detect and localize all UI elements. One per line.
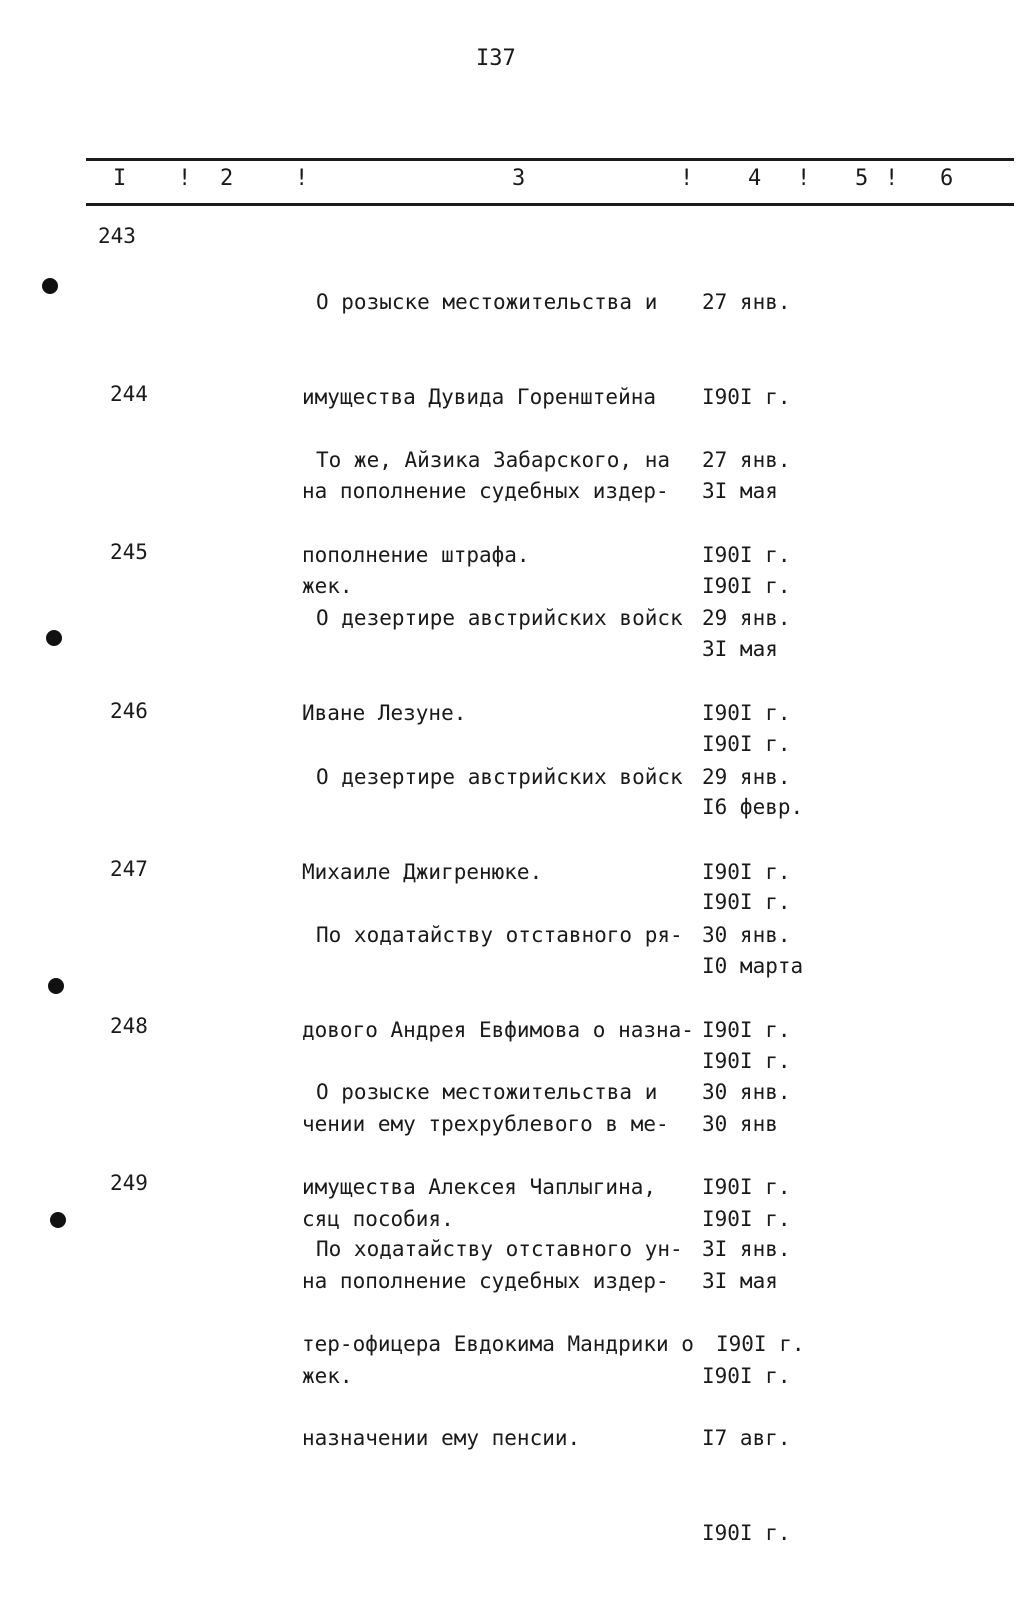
row-number: 248: [110, 1014, 148, 1038]
date-line: I90I г.: [702, 384, 791, 409]
header-col-4: 4: [748, 166, 762, 191]
header-separator: !: [797, 166, 811, 191]
date-line: 30 янв.: [702, 923, 791, 947]
date-line: I90I г.: [702, 700, 791, 725]
date-line: I90I г.: [702, 1363, 791, 1388]
description-line: О дезертире австрийских войск: [316, 606, 683, 630]
date-line: 3I мая: [702, 479, 778, 503]
description-line: О розыске местожительства и: [316, 290, 658, 314]
date-line: I90I г.: [702, 731, 791, 756]
description-line: на пополнение судебных издер-: [302, 1269, 669, 1293]
date-line: I90I г.: [716, 1331, 805, 1356]
date-line: I6 февр.: [702, 795, 804, 819]
header-separator: !: [680, 166, 694, 191]
description-line: Михаиле Джигренюке.: [302, 859, 543, 884]
row-number: 245: [110, 540, 148, 564]
date-line: 29 янв.: [702, 765, 791, 789]
description-line: на пополнение судебных издер-: [302, 479, 669, 503]
description-line: жек.: [302, 1363, 353, 1388]
header-separator: !: [295, 166, 309, 191]
description-line: Иване Лезуне.: [302, 700, 467, 725]
punch-hole-mark: [48, 978, 64, 994]
row-number: 247: [110, 857, 148, 881]
row-number: 243: [98, 224, 136, 248]
date-line: I90I г.: [702, 573, 791, 598]
date-line: I90I г.: [702, 1174, 791, 1199]
header-rule-top: [86, 158, 1014, 161]
date-line: 27 янв.: [702, 448, 791, 472]
description-line: чении ему трехрублевого в ме-: [302, 1112, 669, 1136]
row-number: 249: [110, 1171, 148, 1195]
description-line: дового Андрея Евфимова о назна-: [302, 1017, 694, 1042]
description-line: имущества Алексея Чаплыгина,: [302, 1174, 657, 1199]
date-line: I90I г.: [702, 1520, 791, 1545]
description-line: По ходатайству отставного ря-: [316, 923, 683, 947]
row-number: 246: [110, 699, 148, 723]
description-line: По ходатайству отставного ун-: [316, 1237, 683, 1261]
description-line: О розыске местожительства и: [316, 1080, 658, 1104]
date-line: 27 янв.: [702, 290, 791, 314]
row-description: [302, 1171, 702, 1518]
header-separator: !: [178, 166, 192, 191]
date-line: 29 янв.: [702, 606, 791, 630]
description-line: назначении ему пенсии.: [302, 1426, 581, 1450]
header-separator: !: [885, 166, 899, 191]
header-rule-bottom: [86, 203, 1014, 206]
header-col-5: 5: [855, 166, 869, 191]
punch-hole-mark: [42, 278, 58, 294]
header-col-3: 3: [512, 166, 526, 191]
row-dates: [702, 1171, 822, 1612]
date-line: I90I г.: [702, 1206, 791, 1231]
date-line: 3I мая: [702, 1269, 778, 1293]
description-line: тер-офицера Евдокима Мандрики о: [302, 1331, 694, 1356]
date-line: I90I г.: [702, 542, 791, 567]
row-number: 244: [110, 382, 148, 406]
header-col-2: 2: [220, 166, 234, 191]
description-line: О дезертире австрийских войск: [316, 765, 683, 789]
date-line: 30 янв.: [702, 1080, 791, 1104]
date-line: I90I г.: [702, 859, 791, 884]
date-line: I90I г.: [702, 1048, 791, 1073]
description-line: жек.: [302, 573, 353, 598]
description-line: То же, Айзика Забарского, на: [316, 448, 671, 472]
date-line: I90I г.: [702, 1017, 791, 1042]
date-line: 30 янв: [702, 1112, 778, 1136]
description-line: имущества Дувида Горенштейна: [302, 384, 657, 409]
punch-hole-mark: [50, 1212, 66, 1228]
description-line: сяц пособия.: [302, 1206, 454, 1231]
page-number: I37: [476, 46, 516, 71]
date-line: I7 авг.: [702, 1426, 791, 1450]
header-col-1: I: [113, 166, 127, 191]
date-line: 3I янв.: [702, 1237, 791, 1261]
date-line: 3I мая: [702, 637, 778, 661]
description-line: пополнение штрафа.: [302, 542, 530, 567]
date-line: I90I г.: [702, 889, 791, 914]
header-col-6: 6: [940, 166, 954, 191]
punch-hole-mark: [46, 630, 62, 646]
date-line: I0 марта: [702, 954, 804, 978]
